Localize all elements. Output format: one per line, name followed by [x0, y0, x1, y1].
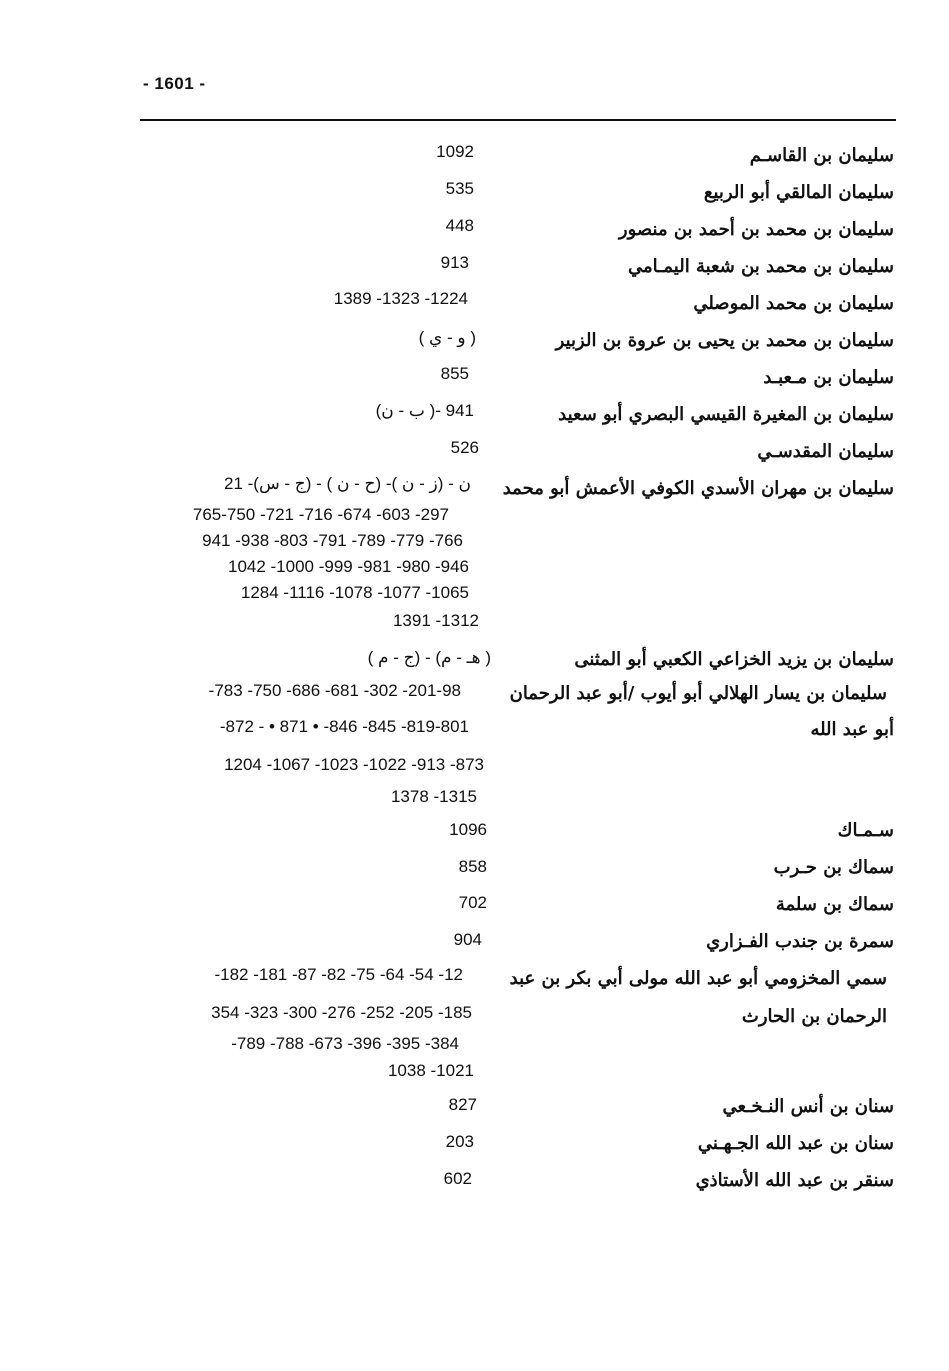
entry-name: سليمان بن مهران الأسدي الكوفي الأعمش أبو محمد — [502, 478, 894, 499]
entry-name: سليمان بن القاسـم — [749, 145, 894, 166]
entry-refs: (ب - ن )- 941 — [375, 401, 474, 420]
entry-name: سليمان بن يسار الهلالي أبو أيوب /أبو عبد الرحمان — [509, 683, 887, 704]
entry-refs: 765-750 -721 -716 -674 -603 -297 — [192, 505, 449, 524]
entry-name: سليمان بن المغيرة القيسي البصري أبو سعيد — [558, 404, 894, 425]
entry-refs: ن - (ز - ن )- (ح - ن ) - (ج - س)- 21 — [223, 474, 471, 493]
entry-name: سليمان المالقي أبو الربيع — [703, 182, 894, 203]
entry-refs: 535 — [445, 179, 474, 198]
entry-refs: 602 — [443, 1169, 472, 1188]
entry-refs: 1038 -1021 — [387, 1061, 474, 1080]
entry-refs: 526 — [450, 438, 479, 457]
entry-refs: 1389 -1323 -1224 — [333, 289, 468, 308]
entry-refs: 1378 -1315 — [390, 787, 477, 806]
entry-name-continued: الرحمان بن الحارث — [741, 1006, 887, 1027]
entry-refs: 1042 -1000 -999 -981 -980 -946 — [227, 557, 469, 576]
entry-refs: 904 — [453, 930, 482, 949]
entry-name: سليمان بن محمد بن أحمد بن منصور — [618, 219, 894, 240]
entry-refs: -783 -750 -686 -681 -302 -201-98 — [208, 681, 461, 700]
entry-refs: 827 — [448, 1095, 477, 1114]
entry-refs: 1284 -1116 -1078 -1077 -1065 — [240, 583, 469, 602]
entry-refs: 1096 — [449, 820, 487, 839]
entry-name: سليمان بن محمد بن شعبة اليمـامي — [627, 256, 894, 277]
entry-name: سليمان بن يزيد الخزاعي الكعبي أبو المثنى — [574, 649, 894, 670]
entry-name: سمي المخزومي أبو عبد الله مولى أبي بكر بن عبد — [509, 968, 887, 989]
entry-refs: 702 — [458, 893, 487, 912]
entry-name: سليمان المقدسـي — [757, 441, 894, 462]
entry-refs: 1391 -1312 — [392, 611, 479, 630]
entry-name: سليمان بن مـعبـد — [763, 367, 894, 388]
entry-name: سنان بن أنس النـخـعي — [722, 1096, 894, 1117]
entry-name: سـمـاك — [837, 820, 894, 841]
entry-refs: -182 -181 -87 -82 -75 -64 -54 -12 — [214, 965, 463, 984]
entry-refs: 354 -323 -300 -276 -252 -205 -185 — [211, 1003, 472, 1022]
entry-name: سمرة بن جندب الفـزاري — [706, 931, 894, 952]
entry-refs: ( ج - م) - (هـ - م ) — [367, 648, 491, 667]
entry-refs: 1204 -1067 -1023 -1022 -913 -873 — [224, 755, 484, 774]
entry-name: سنان بن عبد الله الجـهـني — [697, 1133, 894, 1154]
entry-refs: 1092 — [436, 142, 474, 161]
entry-name: سماك بن حـرب — [773, 857, 894, 878]
entry-refs: 203 — [445, 1132, 474, 1151]
page-number: - 1601 - — [143, 74, 206, 93]
entry-name: سماك بن سلمة — [775, 894, 894, 915]
entry-refs: 913 — [440, 253, 469, 272]
entry-name: سليمان بن محمد بن يحيى بن عروة بن الزبير — [555, 330, 894, 351]
entry-name: سليمان بن محمد الموصلي — [693, 293, 894, 314]
entry-refs: -789 -788 -673 -396 -395 -384 — [231, 1034, 459, 1053]
entry-refs: 448 — [445, 216, 474, 235]
entry-refs: -872 - • 871 • -846 -845 -819-801 — [219, 717, 469, 736]
entry-refs: 855 — [440, 364, 469, 383]
entry-name: سنقر بن عبد الله الأستاذي — [695, 1170, 894, 1191]
entry-refs: 941 -938 -803 -791 -789 -779 -766 — [202, 531, 463, 550]
entry-name-continued: أبو عبد الله — [810, 719, 894, 740]
entry-refs: ( و - ي ) — [418, 328, 476, 347]
entry-refs: 858 — [458, 857, 487, 876]
